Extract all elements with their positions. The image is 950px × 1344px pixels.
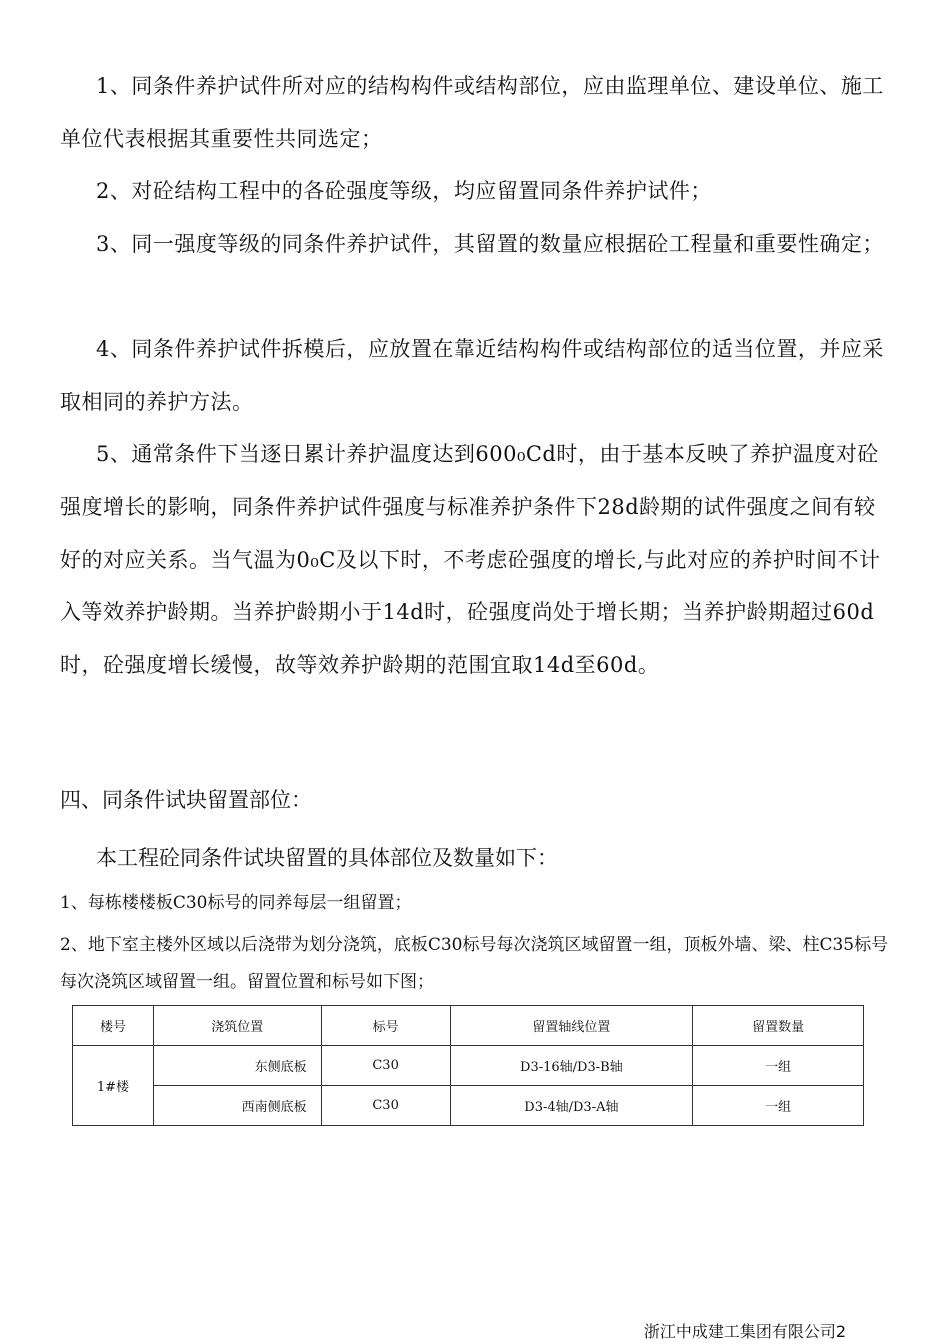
cell-grade: C30 <box>321 1046 450 1086</box>
paragraph-4-text: 4、同条件养护试件拆模后，应放置在靠近结构构件或结构部位的适当位置，并应采取相同的养护方法。 <box>60 337 884 414</box>
header-position: 浇筑位置 <box>153 1006 321 1046</box>
header-building: 楼号 <box>73 1006 154 1046</box>
paragraph-1-text: 1、同条件养护试件所对应的结构构件或结构部位，应由监理单位、建设单位、施工单位代表根据其重要性共同选定； <box>60 74 884 151</box>
paragraph-3 <box>60 218 892 271</box>
header-grade: 标号 <box>321 1006 450 1046</box>
cell-building: 1#楼 <box>73 1046 154 1126</box>
table-row <box>73 1086 864 1126</box>
page-footer: 浙江中成建工集团有限公司2 <box>643 1322 846 1341</box>
paragraph-2 <box>60 165 892 218</box>
section-intro: 本工程砼同条件试块留置的具体部位及数量如下： <box>96 846 558 870</box>
list-item: 1、每栋楼楼板C30标号的同养每层一组留置； <box>60 893 412 913</box>
cell-position: 西南侧底板 <box>153 1086 321 1126</box>
paragraph-2-text: 2、对砼结构工程中的各砼强度等级，均应留置同条件养护试件； <box>96 179 712 203</box>
paragraph-3-text: 3、同一强度等级的同条件养护试件，其留置的数量应根据砼工程量和重要性确定； <box>96 232 884 256</box>
table-header-row <box>73 1006 864 1046</box>
specimen-table <box>72 1005 864 1126</box>
cell-quantity: 一组 <box>693 1086 864 1126</box>
list-item: 2、地下室主楼外区域以后浇带为划分浇筑，底板C30标号每次浇筑区域留置一组，顶板外墙、梁、柱C35标号每次浇筑区域留置一组。留置位置和标号如下图； <box>60 935 889 992</box>
cell-axis: D3-4轴/D3-A轴 <box>450 1086 693 1126</box>
cell-grade: C30 <box>321 1086 450 1126</box>
table-row <box>73 1046 864 1086</box>
paragraph-5-text: 5、通常条件下当逐日累计养护温度达到600₀Cd时，由于基本反映了养护温度对砼强度增长的影响，同条件养护试件强度与标准养护条件下28d龄期的试件强度之间有较好的对应关系。当气温为0₀C及以下时，不考虑砼强度的增长,与此对应的养护时间不计入等效养护龄期。当养护龄期小于14d时，砼强度尚处于增长期；当养护龄期超过60d时，砼强度增长缓慢，故等效养护龄期的范围宜取14d至60d。 <box>60 442 881 678</box>
paragraph-1 <box>60 60 892 166</box>
cell-position: 东侧底板 <box>153 1046 321 1086</box>
cell-axis: D3-16轴/D3-B轴 <box>450 1046 693 1086</box>
header-quantity: 留置数量 <box>693 1006 864 1046</box>
paragraph-4 <box>60 323 892 429</box>
cell-quantity: 一组 <box>693 1046 864 1086</box>
section-heading: 四、同条件试块留置部位： <box>60 788 312 812</box>
paragraph-5 <box>60 428 892 692</box>
header-axis: 留置轴线位置 <box>450 1006 693 1046</box>
